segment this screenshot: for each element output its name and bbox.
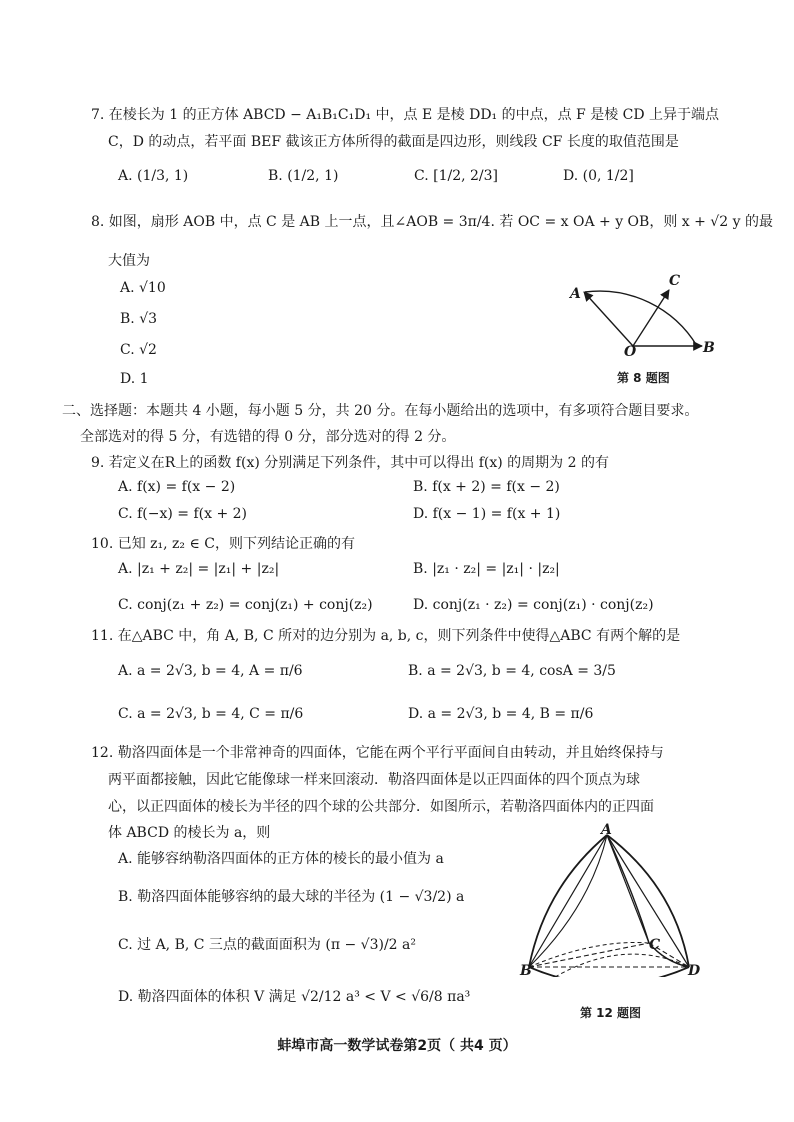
q7-stem-line1: 7. 在棱长为 1 的正方体 ABCD − A₁B₁C₁D₁ 中，点 E 是棱 DD₁ 的中点，点 F 是棱 CD 上异于端点 [91, 107, 720, 123]
q12-label-d: D [688, 963, 701, 979]
q11-option-a: A. a = 2√3, b = 4, A = π/6 [118, 663, 303, 679]
q10-option-a: A. |z₁ + z₂| = |z₁| + |z₂| [118, 561, 280, 577]
q8-stem-line1: 8. 如图，扇形 AOB 中，点 C 是 AB 上一点，且∠AOB = 3π/4. 若 OC = x OA + y OB，则 x + √2 y 的最 [91, 214, 773, 230]
q8-stem-line2: 大值为 [108, 253, 150, 269]
q7-option-d: D. (0, 1/2] [563, 168, 634, 184]
q8-option-a: A. √10 [120, 280, 166, 296]
q12-option-b: B. 勒洛四面体能够容纳的最大球的半径为 (1 − √3/2) a [118, 889, 465, 905]
q12-stem-line4: 体 ABCD 的棱长为 a，则 [108, 825, 271, 841]
q10-option-d: D. conj(z₁ · z₂) = conj(z₁) · conj(z₂) [413, 597, 654, 613]
q9-option-d: D. f(x − 1) = f(x + 1) [413, 506, 561, 522]
q7-option-a: A. (1/3, 1) [118, 168, 189, 184]
q7-option-b: B. (1/2, 1) [268, 168, 339, 184]
q11-option-d: D. a = 2√3, b = 4, B = π/6 [408, 706, 594, 722]
q8-option-b: B. √3 [120, 311, 158, 327]
q8-label-b: B [703, 340, 715, 356]
q12-option-a: A. 能够容纳勒洛四面体的正方体的棱长的最小值为 a [118, 851, 444, 867]
q8-label-a: A [570, 286, 581, 302]
q12-figure-caption: 第 12 题图 [580, 1006, 642, 1020]
q8-figure-caption: 第 8 题图 [617, 371, 670, 385]
q12-label-a: A [601, 822, 612, 838]
q8-option-d: D. 1 [120, 371, 149, 387]
q8-label-o: O [624, 344, 637, 360]
q10-option-b: B. |z₁ · z₂| = |z₁| · |z₂| [413, 561, 560, 577]
q11-option-b: B. a = 2√3, b = 4, cosA = 3/5 [408, 663, 616, 679]
q12-stem-line1: 12. 勒洛四面体是一个非常神奇的四面体，它能在两个平行平面间自由转动，并且始终保持与 [91, 745, 664, 761]
q7-option-c: C. [1/2, 2/3] [414, 168, 498, 184]
q11-stem: 11. 在△ABC 中，角 A, B, C 所对的边分别为 a, b, c，则下列条件中使得△ABC 有两个解的是 [91, 628, 681, 644]
q12-label-c: C [649, 937, 661, 953]
q9-option-c: C. f(−x) = f(x + 2) [118, 506, 248, 522]
q8-sector-figure [565, 268, 725, 358]
q9-option-b: B. f(x + 2) = f(x − 2) [413, 479, 560, 495]
q11-option-c: C. a = 2√3, b = 4, C = π/6 [118, 706, 304, 722]
q9-stem: 9. 若定义在R上的函数 f(x) 分别满足下列条件，其中可以得出 f(x) 的周期为 2 的有 [91, 455, 609, 471]
q10-option-c: C. conj(z₁ + z₂) = conj(z₁) + conj(z₂) [118, 597, 373, 613]
q12-option-d: D. 勒洛四面体的体积 V 满足 √2/12 a³ < V < √6/8 πa³ [118, 989, 471, 1005]
q12-stem-line3: 心，以正四面体的棱长为半径的四个球的公共部分．如图所示，若勒洛四面体内的正四面 [108, 799, 654, 815]
q9-option-a: A. f(x) = f(x − 2) [118, 479, 236, 495]
q12-reuleaux-tetrahedron-figure [515, 827, 705, 977]
q12-label-b: B [520, 963, 532, 979]
q8-option-c: C. √2 [120, 342, 157, 358]
section-2-header-line1: 二、选择题：本题共 4 小题，每小题 5 分，共 20 分。在每小题给出的选项中，有多项符合题目要求。 [62, 403, 699, 419]
q12-option-c: C. 过 A, B, C 三点的截面面积为 (π − √3)/2 a² [118, 937, 416, 953]
page-footer: 蚌埠市高一数学试卷第2页（ 共4 页） [277, 1038, 517, 1054]
q8-label-c: C [669, 273, 681, 289]
q12-stem-line2: 两平面都接触，因此它能像球一样来回滚动．勒洛四面体是以正四面体的四个顶点为球 [108, 772, 640, 788]
q10-stem: 10. 已知 z₁, z₂ ∈ C，则下列结论正确的有 [91, 536, 356, 552]
q7-stem-line2: C，D 的动点，若平面 BEF 截该正方体所得的截面是四边形，则线段 CF 长度的取值范围是 [108, 134, 679, 150]
section-2-header-line2: 全部选对的得 5 分，有选错的得 0 分，部分选对的得 2 分。 [80, 429, 456, 445]
